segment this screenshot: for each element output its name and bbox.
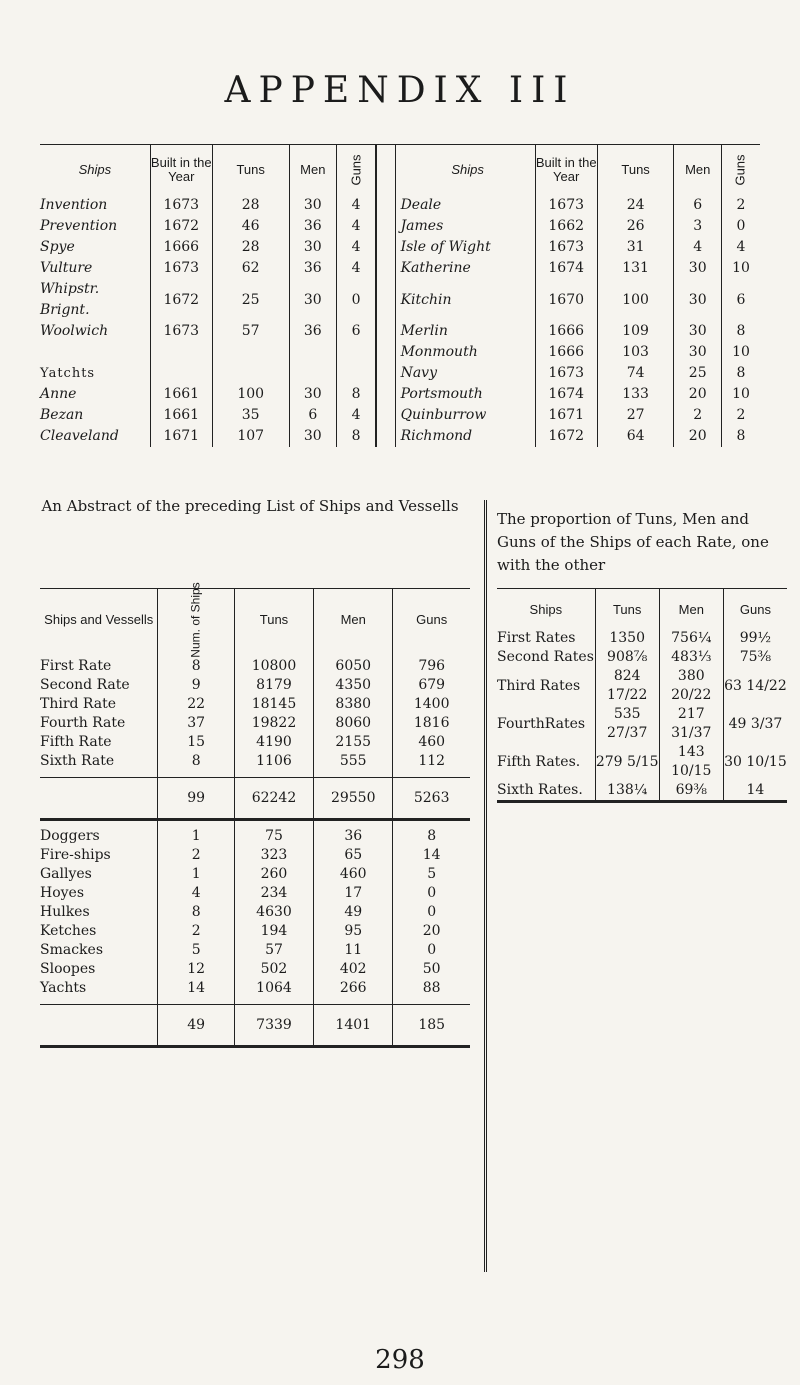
men-value: 25 bbox=[674, 363, 722, 384]
men-value: 36 bbox=[289, 216, 337, 237]
rate-name: Sloopes bbox=[40, 961, 96, 977]
num-value: 8 bbox=[158, 752, 234, 771]
col-guns: Guns bbox=[739, 601, 771, 617]
built-year: 1673 bbox=[535, 195, 597, 216]
rate-name: Sixth Rates. bbox=[497, 781, 595, 802]
guns-value: 679 bbox=[393, 676, 470, 695]
men-value: 380 20/22 bbox=[659, 667, 723, 705]
guns-value: 0 bbox=[393, 903, 470, 922]
ship-name: Bezan bbox=[40, 407, 84, 423]
guns-value: 4 bbox=[337, 216, 377, 237]
men-value: 756¼ bbox=[659, 629, 723, 648]
rate-name: Second Rates bbox=[497, 649, 594, 665]
rate-name: Third Rate bbox=[40, 696, 117, 712]
table-row bbox=[40, 714, 470, 733]
men-value: 30 bbox=[674, 342, 722, 363]
tuns-value: 26 bbox=[597, 216, 674, 237]
table-row bbox=[40, 846, 470, 865]
table-divider bbox=[376, 384, 395, 405]
tuns-value: 28 bbox=[212, 237, 289, 258]
ship-name: Portsmouth bbox=[400, 386, 483, 402]
ship-name: Anne bbox=[40, 386, 77, 402]
tuns-value: 502 bbox=[234, 960, 313, 979]
tuns-value: 103 bbox=[597, 342, 674, 363]
table-row bbox=[40, 405, 760, 426]
guns-value: 4 bbox=[337, 195, 377, 216]
tuns-value: 28 bbox=[212, 195, 289, 216]
tuns-value bbox=[212, 342, 289, 363]
tuns-value: 8179 bbox=[234, 676, 313, 695]
tuns-value: 57 bbox=[212, 321, 289, 342]
empty-cell bbox=[40, 778, 158, 820]
guns-value: 4 bbox=[337, 258, 377, 279]
built-year: 1666 bbox=[150, 237, 212, 258]
col-men: Men bbox=[659, 589, 723, 630]
rate-name: Third Rates bbox=[497, 667, 595, 705]
ship-name: Woolwich bbox=[40, 323, 109, 339]
col-guns: Guns bbox=[721, 145, 760, 196]
rate-name: Yachts bbox=[40, 980, 87, 996]
table-divider bbox=[376, 405, 395, 426]
ship-name: Navy bbox=[400, 365, 437, 381]
men-value: 30 bbox=[674, 258, 722, 279]
guns-value: 0 bbox=[393, 941, 470, 960]
tuns-value bbox=[212, 363, 289, 384]
men-value: 30 bbox=[289, 384, 337, 405]
col-ships: Ships bbox=[497, 589, 595, 630]
guns-value: 0 bbox=[721, 216, 760, 237]
num-value: 1 bbox=[158, 865, 234, 884]
built-year: 1666 bbox=[535, 342, 597, 363]
num-value: 22 bbox=[158, 695, 234, 714]
guns-value: 8 bbox=[337, 384, 377, 405]
guns-value bbox=[337, 342, 377, 363]
tuns-value: 1350 bbox=[595, 629, 659, 648]
men-value: 4 bbox=[674, 237, 722, 258]
guns-value: 8 bbox=[337, 426, 377, 447]
num-value: 37 bbox=[158, 714, 234, 733]
table-row bbox=[40, 676, 470, 695]
guns-value: 5 bbox=[393, 865, 470, 884]
tuns-value: 24 bbox=[597, 195, 674, 216]
table-row bbox=[40, 960, 470, 979]
men-value: 36 bbox=[289, 321, 337, 342]
men-value: 217 31/37 bbox=[659, 705, 723, 743]
table-row bbox=[40, 941, 470, 960]
men-value: 30 bbox=[674, 321, 722, 342]
table-divider bbox=[376, 363, 395, 384]
tuns-value: 4190 bbox=[234, 733, 313, 752]
table-row bbox=[40, 695, 470, 714]
men-value: 483⅓ bbox=[659, 648, 723, 667]
table-row bbox=[40, 979, 470, 998]
built-year: 1662 bbox=[535, 216, 597, 237]
guns-value: 10 bbox=[721, 342, 760, 363]
num-value: 4 bbox=[158, 884, 234, 903]
men-value: 30 bbox=[289, 195, 337, 216]
ship-name: Spye bbox=[40, 239, 75, 255]
table-row bbox=[40, 865, 470, 884]
table-row bbox=[40, 342, 760, 363]
men-value: 30 bbox=[289, 279, 337, 321]
col-ships-and-vessells: Ships and Vessells bbox=[44, 612, 154, 627]
men-value: 6050 bbox=[314, 657, 393, 676]
built-year bbox=[150, 342, 212, 363]
tuns-value: 323 bbox=[234, 846, 313, 865]
men-value: 65 bbox=[314, 846, 393, 865]
guns-value: 8 bbox=[721, 321, 760, 342]
col-num-of-ships: Num. of Ships bbox=[158, 589, 234, 652]
guns-value: 796 bbox=[393, 657, 470, 676]
table-row bbox=[40, 195, 760, 216]
tuns-value: 194 bbox=[234, 922, 313, 941]
tuns-value: 908⅞ bbox=[595, 648, 659, 667]
table-row bbox=[40, 733, 470, 752]
ship-name: Deale bbox=[400, 197, 442, 213]
men-value: 11 bbox=[314, 941, 393, 960]
table-row bbox=[497, 667, 787, 705]
table-divider bbox=[376, 321, 395, 342]
built-year: 1670 bbox=[535, 279, 597, 321]
ship-name: Vulture bbox=[40, 260, 93, 276]
table-row bbox=[40, 752, 470, 771]
col-men: Men bbox=[674, 145, 722, 196]
rate-name: Fourth Rate bbox=[40, 715, 126, 731]
num-value: 15 bbox=[158, 733, 234, 752]
tuns-value: 74 bbox=[597, 363, 674, 384]
tuns-value: 10800 bbox=[234, 657, 313, 676]
table-row bbox=[40, 258, 760, 279]
col-ships: Ships bbox=[451, 162, 484, 177]
men-value: 36 bbox=[289, 258, 337, 279]
built-year: 1671 bbox=[535, 405, 597, 426]
ship-name: Yatchts bbox=[40, 366, 96, 381]
table-divider bbox=[376, 279, 395, 321]
men-value: 17 bbox=[314, 884, 393, 903]
table-row bbox=[40, 922, 470, 941]
ship-name: Katherine bbox=[400, 260, 471, 276]
men-value bbox=[289, 342, 337, 363]
tuns-value: 27 bbox=[597, 405, 674, 426]
tuns-value: 62242 bbox=[234, 778, 313, 820]
empty-cell bbox=[393, 820, 470, 828]
men-value: 402 bbox=[314, 960, 393, 979]
rate-name: First Rates bbox=[497, 629, 595, 648]
ship-name bbox=[40, 342, 150, 363]
men-value: 2 bbox=[674, 405, 722, 426]
tuns-value: 535 27/37 bbox=[595, 705, 659, 743]
empty-cell bbox=[40, 820, 158, 828]
men-value: 266 bbox=[314, 979, 393, 998]
tuns-value: 100 bbox=[212, 384, 289, 405]
rate-name: Ketches bbox=[40, 923, 97, 939]
table-row bbox=[40, 657, 470, 676]
men-value: 36 bbox=[314, 827, 393, 846]
num-value: 99 bbox=[158, 778, 234, 820]
tuns-value: 1064 bbox=[234, 979, 313, 998]
column-divider bbox=[484, 500, 487, 1272]
built-year: 1666 bbox=[535, 321, 597, 342]
ship-name: Richmond bbox=[400, 428, 473, 444]
empty-cell bbox=[158, 820, 234, 828]
guns-value: 75⅜ bbox=[739, 649, 772, 665]
men-value: 3 bbox=[674, 216, 722, 237]
men-value: 6 bbox=[674, 195, 722, 216]
ship-name: Monmouth bbox=[400, 344, 478, 360]
table-row bbox=[40, 216, 760, 237]
guns-value: 8 bbox=[721, 363, 760, 384]
col-tuns: Tuns bbox=[234, 589, 313, 652]
num-value: 49 bbox=[158, 1005, 234, 1047]
col-men: Men bbox=[289, 145, 337, 196]
guns-value: 1816 bbox=[393, 714, 470, 733]
guns-value: 5263 bbox=[393, 778, 470, 820]
total-row bbox=[40, 778, 470, 820]
rate-name: First Rate bbox=[40, 658, 112, 674]
num-value: 5 bbox=[158, 941, 234, 960]
col-tuns: Tuns bbox=[595, 589, 659, 630]
ship-name: Merlin bbox=[400, 323, 448, 339]
guns-value: 30 10/15 bbox=[724, 753, 787, 770]
rate-name: Second Rate bbox=[40, 677, 130, 693]
ship-name: Isle of Wight bbox=[400, 239, 491, 255]
table-row bbox=[40, 279, 760, 321]
built-year: 1673 bbox=[150, 195, 212, 216]
rate-name: Gallyes bbox=[40, 866, 92, 882]
table-row bbox=[40, 426, 760, 447]
table-row bbox=[40, 363, 760, 384]
table-row bbox=[497, 648, 787, 667]
tuns-value: 64 bbox=[597, 426, 674, 447]
guns-value: 1400 bbox=[393, 695, 470, 714]
guns-value: 6 bbox=[337, 321, 377, 342]
guns-value: 88 bbox=[393, 979, 470, 998]
guns-value: 8 bbox=[393, 827, 470, 846]
built-year: 1674 bbox=[535, 258, 597, 279]
col-guns: Guns bbox=[393, 589, 470, 652]
table-divider bbox=[376, 426, 395, 447]
men-value: 4350 bbox=[314, 676, 393, 695]
tuns-value: 100 bbox=[597, 279, 674, 321]
ship-name: Cleaveland bbox=[40, 428, 119, 444]
built-year: 1672 bbox=[150, 216, 212, 237]
num-value: 8 bbox=[158, 903, 234, 922]
men-value: 95 bbox=[314, 922, 393, 941]
num-value: 1 bbox=[158, 827, 234, 846]
tuns-value: 31 bbox=[597, 237, 674, 258]
guns-value: 63 14/22 bbox=[724, 677, 787, 694]
col-tuns: Tuns bbox=[597, 145, 674, 196]
guns-value: 460 bbox=[393, 733, 470, 752]
built-year: 1673 bbox=[150, 321, 212, 342]
guns-value: 0 bbox=[337, 279, 377, 321]
table-divider bbox=[376, 237, 395, 258]
guns-value: 4 bbox=[721, 237, 760, 258]
rate-name: Hoyes bbox=[40, 885, 85, 901]
built-year bbox=[150, 363, 212, 384]
ship-name: Kitchin bbox=[400, 291, 452, 308]
men-value: 8060 bbox=[314, 714, 393, 733]
tuns-value: 260 bbox=[234, 865, 313, 884]
guns-value: 14 bbox=[723, 781, 787, 802]
guns-value: 10 bbox=[721, 258, 760, 279]
rate-name: Smackes bbox=[40, 942, 104, 958]
men-value: 2155 bbox=[314, 733, 393, 752]
total-row bbox=[40, 1005, 470, 1047]
rate-name: Sixth Rate bbox=[40, 753, 115, 769]
abstract-table bbox=[40, 582, 470, 1048]
tuns-value: 35 bbox=[212, 405, 289, 426]
built-year: 1661 bbox=[150, 405, 212, 426]
guns-value: 6 bbox=[721, 279, 760, 321]
built-year: 1673 bbox=[150, 258, 212, 279]
rate-name: Doggers bbox=[40, 828, 100, 844]
tuns-value: 133 bbox=[597, 384, 674, 405]
col-built: Built in the Year bbox=[535, 145, 597, 196]
men-value bbox=[289, 363, 337, 384]
ships-table bbox=[40, 144, 760, 447]
table-row bbox=[497, 705, 787, 743]
table-divider bbox=[376, 258, 395, 279]
guns-value: 0 bbox=[393, 884, 470, 903]
empty-cell bbox=[314, 820, 393, 828]
tuns-value: 46 bbox=[212, 216, 289, 237]
table-row bbox=[40, 384, 760, 405]
built-year: 1672 bbox=[150, 279, 212, 321]
table-divider bbox=[376, 145, 395, 196]
page-heading: APPENDIX III bbox=[224, 70, 576, 111]
tuns-value: 107 bbox=[212, 426, 289, 447]
men-value: 49 bbox=[314, 903, 393, 922]
proportion-title: The proportion of Tuns, Men and Guns of the Ships of each Rate, one with the other bbox=[497, 510, 769, 574]
built-year: 1673 bbox=[535, 363, 597, 384]
rate-name: Fifth Rate bbox=[40, 734, 112, 750]
guns-value: 185 bbox=[393, 1005, 470, 1047]
num-value: 14 bbox=[158, 979, 234, 998]
men-value: 1401 bbox=[314, 1005, 393, 1047]
men-value: 30 bbox=[289, 237, 337, 258]
num-value: 2 bbox=[158, 846, 234, 865]
guns-value bbox=[337, 363, 377, 384]
tuns-value: 1106 bbox=[234, 752, 313, 771]
men-value: 6 bbox=[289, 405, 337, 426]
num-value: 12 bbox=[158, 960, 234, 979]
tuns-value: 18145 bbox=[234, 695, 313, 714]
men-value: 69⅜ bbox=[659, 781, 723, 802]
table-row bbox=[40, 903, 470, 922]
table-row bbox=[497, 743, 787, 781]
num-value: 2 bbox=[158, 922, 234, 941]
tuns-value: 279 5/15 bbox=[595, 743, 659, 781]
tuns-value: 109 bbox=[597, 321, 674, 342]
table-divider bbox=[376, 195, 395, 216]
proportion-table bbox=[497, 588, 787, 803]
ship-name: James bbox=[400, 218, 444, 234]
num-value: 8 bbox=[158, 657, 234, 676]
col-built: Built in the Year bbox=[150, 145, 212, 196]
guns-value: 4 bbox=[337, 237, 377, 258]
tuns-value: 138¼ bbox=[595, 781, 659, 802]
built-year: 1673 bbox=[535, 237, 597, 258]
men-value: 29550 bbox=[314, 778, 393, 820]
built-year: 1661 bbox=[150, 384, 212, 405]
built-year: 1671 bbox=[150, 426, 212, 447]
men-value: 30 bbox=[289, 426, 337, 447]
col-guns: Guns bbox=[337, 145, 377, 196]
men-value: 460 bbox=[314, 865, 393, 884]
guns-value: 2 bbox=[721, 405, 760, 426]
spacer-row bbox=[40, 820, 470, 828]
tuns-value: 57 bbox=[234, 941, 313, 960]
tuns-value: 19822 bbox=[234, 714, 313, 733]
empty-cell bbox=[234, 820, 313, 828]
table-divider bbox=[376, 342, 395, 363]
abstract-title: An Abstract of the preceding List of Ships and Vessells bbox=[41, 497, 459, 515]
table-divider bbox=[376, 216, 395, 237]
table-row bbox=[40, 321, 760, 342]
page-number: 298 bbox=[375, 1345, 425, 1375]
rate-name: Fire-ships bbox=[40, 847, 111, 863]
guns-value: 49 3/37 bbox=[728, 715, 783, 732]
men-value: 30 bbox=[674, 279, 722, 321]
tuns-value: 824 17/22 bbox=[595, 667, 659, 705]
tuns-value: 131 bbox=[597, 258, 674, 279]
col-tuns: Tuns bbox=[212, 145, 289, 196]
rate-name: Hulkes bbox=[40, 904, 90, 920]
num-value: 9 bbox=[158, 676, 234, 695]
built-year: 1672 bbox=[535, 426, 597, 447]
guns-value: 20 bbox=[393, 922, 470, 941]
table-row bbox=[497, 629, 787, 648]
table-row bbox=[497, 781, 787, 802]
guns-value: 112 bbox=[393, 752, 470, 771]
tuns-value: 4630 bbox=[234, 903, 313, 922]
rate-name: FourthRates bbox=[497, 705, 595, 743]
rate-name: Fifth Rates. bbox=[497, 743, 595, 781]
guns-value: 99½ bbox=[739, 630, 772, 646]
empty-cell bbox=[40, 1005, 158, 1047]
col-men: Men bbox=[314, 589, 393, 652]
men-value: 20 bbox=[674, 384, 722, 405]
built-year: 1674 bbox=[535, 384, 597, 405]
guns-value: 10 bbox=[721, 384, 760, 405]
men-value: 555 bbox=[314, 752, 393, 771]
tuns-value: 234 bbox=[234, 884, 313, 903]
table-row bbox=[40, 827, 470, 846]
table-row bbox=[40, 237, 760, 258]
guns-value: 14 bbox=[393, 846, 470, 865]
men-value: 143 10/15 bbox=[659, 743, 723, 781]
tuns-value: 7339 bbox=[234, 1005, 313, 1047]
tuns-value: 75 bbox=[234, 827, 313, 846]
ship-name: Prevention bbox=[40, 218, 118, 234]
ship-name: Whipstr. Brignt. bbox=[40, 281, 100, 318]
ship-name: Quinburrow bbox=[400, 407, 487, 423]
men-value: 8380 bbox=[314, 695, 393, 714]
ship-name: Invention bbox=[40, 197, 108, 213]
guns-value: 4 bbox=[337, 405, 377, 426]
men-value: 20 bbox=[674, 426, 722, 447]
tuns-value: 62 bbox=[212, 258, 289, 279]
col-ships: Ships bbox=[78, 162, 112, 177]
tuns-value: 25 bbox=[212, 279, 289, 321]
table-row bbox=[40, 884, 470, 903]
guns-value: 8 bbox=[721, 426, 760, 447]
guns-value: 50 bbox=[393, 960, 470, 979]
guns-value: 2 bbox=[721, 195, 760, 216]
